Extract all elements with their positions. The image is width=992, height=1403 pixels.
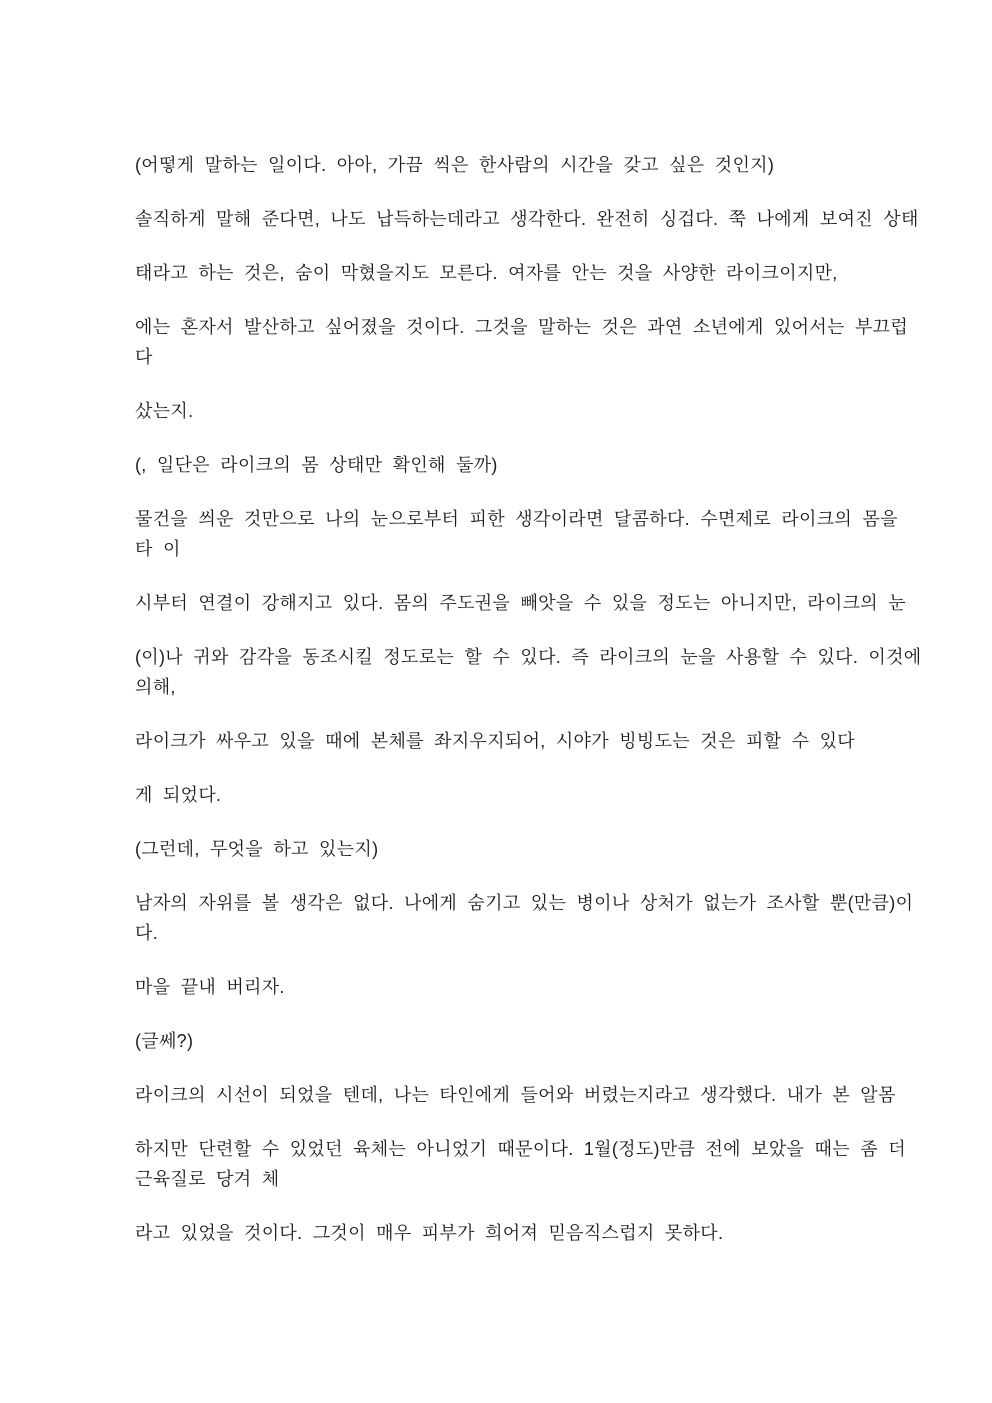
text-line: 하지만 단련할 수 있었던 육체는 아니었기 때문이다. 1월(정도)만큼 전에 보았을 때는 좀 더 [135,1139,906,1159]
text-line: 물건을 씌운 것만으로 나의 눈으로부터 피한 생각이라면 달콤하다. 수면제로 라이크의 몸을 [135,509,898,529]
text-line: 남자의 자위를 볼 생각은 없다. 나에게 숨기고 있는 병이나 상처가 없는가 조사할 뿐(만큼)이 [135,893,914,913]
paragraph [135,726,870,756]
text-line: 라고 있었을 것이다. 그것이 매우 피부가 희어져 믿음직스럽지 못하다. [135,1223,724,1243]
text-line: 시부터 연결이 강해지고 있다. 몸의 주도권을 빼앗을 수 있을 정도는 아니지만, 라이크의 눈 [135,593,906,613]
paragraph [135,1080,896,1110]
paragraph [135,972,870,1002]
paragraph [135,780,870,810]
text-line: 샀는지. [135,401,194,421]
paragraph [135,588,906,618]
text-block [135,150,922,1248]
text-line: 다 [135,347,153,367]
paragraph [135,504,898,564]
paragraph [135,396,870,426]
text-line: (이)나 귀와 감각을 동조시킬 정도로는 할 수 있다. 즉 라이크의 눈을 사용할 수 있다. 이것에 [135,647,922,667]
text-line: 마을 끝내 버리자. [135,977,285,997]
text-line: 태라고 하는 것은, 숨이 막혔을지도 모른다. 여자를 안는 것을 사양한 라이크이지만, [135,263,838,283]
paragraph [135,204,919,234]
paragraph [135,1026,870,1056]
text-line: 라이크가 싸우고 있을 때에 본체를 좌지우지되어, 시야가 빙빙도는 것은 피할 수 있다 [135,731,855,751]
text-line: 근육질로 당겨 체 [135,1169,280,1189]
paragraph [135,258,870,288]
text-line: (그런데, 무엇을 하고 있는지) [135,839,379,859]
paragraph [135,450,870,480]
paragraph [135,312,909,372]
text-line: 게 되었다. [135,785,222,805]
text-line: 다. [135,923,158,943]
text-line: 타 이 [135,539,181,559]
paragraph [135,150,870,180]
paragraph [135,888,914,948]
paragraph [135,642,922,702]
text-line: (글쎄?) [135,1031,194,1051]
text-line: 의해, [135,677,176,697]
paragraph [135,1134,906,1194]
text-line: 에는 혼자서 발산하고 싶어졌을 것이다. 그것을 말하는 것은 과연 소년에게 있어서는 부끄럽 [135,317,909,337]
text-line: (, 일단은 라이크의 몸 상태만 확인해 둘까) [135,455,498,475]
text-line: 솔직하게 말해 준다면, 나도 납득하는데라고 생각한다. 완전히 싱겁다. 쭉 나에게 보여진 상태 [135,209,919,229]
text-line: 라이크의 시선이 되었을 텐데, 나는 타인에게 들어와 버렸는지라고 생각했다. 내가 본 알몸 [135,1085,896,1105]
paragraph [135,834,870,864]
text-line: (어떻게 말하는 일이다. 아아, 가끔 씩은 한사람의 시간을 갖고 싶은 것인지) [135,155,775,175]
paragraph [135,1218,870,1248]
